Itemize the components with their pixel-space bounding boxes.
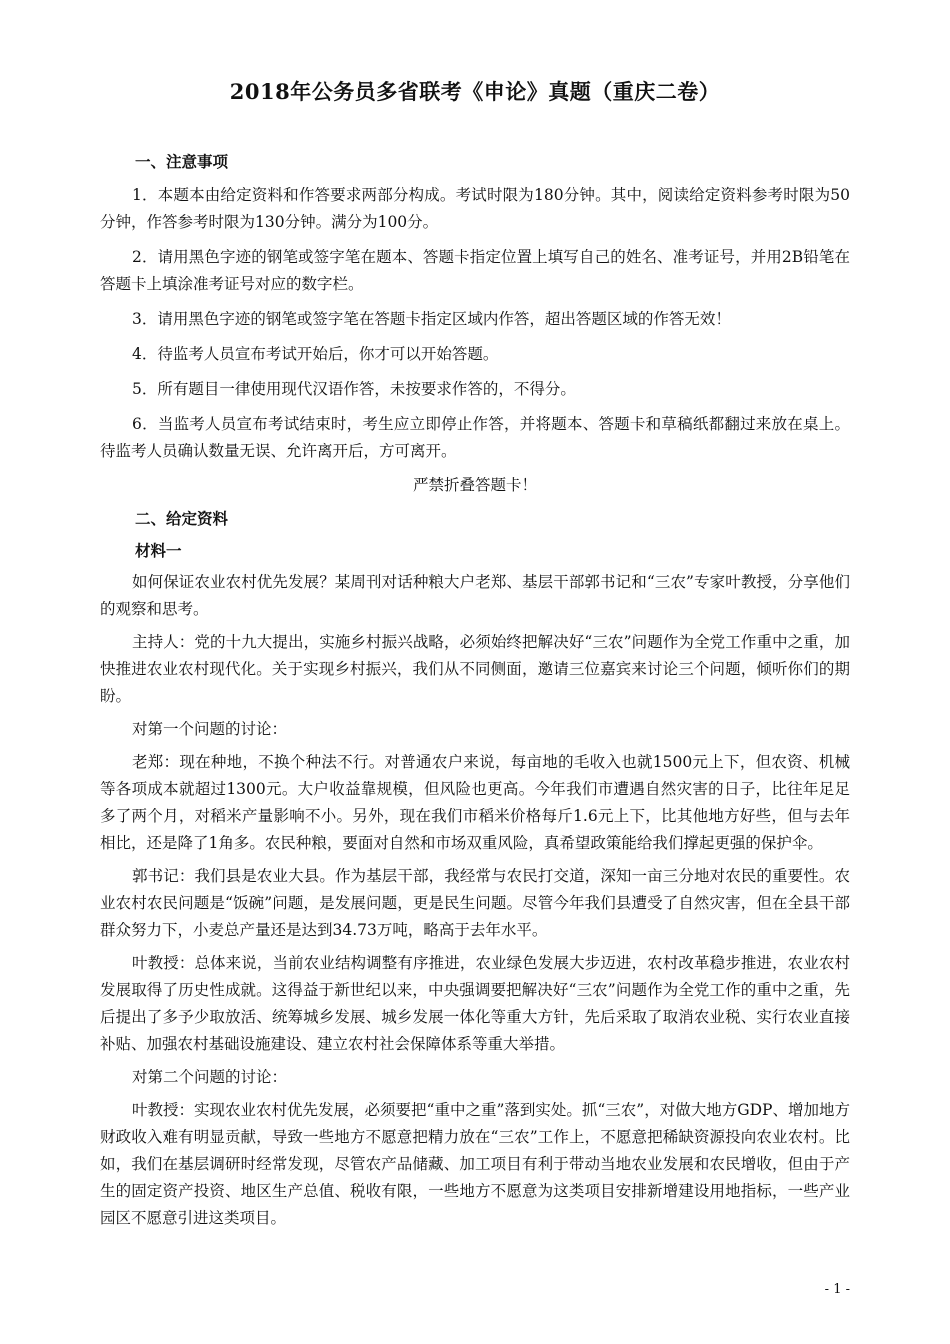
warning-text: 严禁折叠答题卡！ xyxy=(412,476,537,494)
note-item: 2．请用黑色字迹的钢笔或签字笔在题本、答题卡指定位置上填写自己的姓名、准考证号，并用2B铅笔在答题卡上填涂准考证号对应的数字栏。 xyxy=(100,248,850,293)
section-heading-materials: 二、给定资料 xyxy=(135,510,229,528)
material-paragraph: 如何保证农业农村优先发展？某周刊对话种粮大户老郑、基层干部郭书记和“三农”专家叶教授，分享他们的观察和思考。 xyxy=(100,573,850,618)
material-title: 材料一 xyxy=(135,541,182,560)
document-title: 2018年公务员多省联考《申论》真题（重庆二卷） xyxy=(229,79,721,104)
material-paragraph: 主持人：党的十九大提出，实施乡村振兴战略，必须始终把解决好“三农”问题作为全党工作重中之重，加快推进农业农村现代化。关于实现乡村振兴，我们从不同侧面，邀请三位嘉宾来讨论三个问题，倾听你们的期盼。 xyxy=(100,633,850,705)
page-number: - 1 - xyxy=(824,1282,850,1297)
section-heading-notes: 一、注意事项 xyxy=(135,153,229,171)
note-item: 4．待监考人员宣布考试开始后，你才可以开始答题。 xyxy=(132,345,499,363)
note-item: 6．当监考人员宣布考试结束时，考生应立即停止作答，并将题本、答题卡和草稿纸都翻过来放在桌上。待监考人员确认数量无误、允许离开后，方可离开。 xyxy=(100,415,850,460)
material-paragraph: 老郑：现在种地，不换个种法不行。对普通农户来说，每亩地的毛收入也就1500元上下，但农资、机械等各项成本就超过1300元。大户收益靠规模，但风险也更高。今年我们市遭遇自然灾害的日子，比往年足足多了两个月，对稻米产量影响不小。另外，现在我们市稻米价格每斤1.6元上下，比其他地方好些，但与去年相比，还是降了1角多。农民种粮，要面对自然和市场双重风险，真希望政策能给我们撑起更强的保护伞。 xyxy=(100,753,850,852)
note-item: 1．本题本由给定资料和作答要求两部分构成。考试时限为180分钟。其中，阅读给定资料参考时限为50分钟，作答参考时限为130分钟。满分为100分。 xyxy=(100,186,850,231)
material-paragraph: 郭书记：我们县是农业大县。作为基层干部，我经常与农民打交道，深知一亩三分地对农民的重要性。农业农村农民问题是“饭碗”问题，是发展问题，更是民生问题。尽管今年我们县遭受了自然灾害，但在全县干部群众努力下，小麦总产量还是达到34.73万吨，略高于去年水平。 xyxy=(100,867,850,939)
document-body xyxy=(100,150,850,1238)
note-item: 5．所有题目一律使用现代汉语作答，未按要求作答的，不得分。 xyxy=(132,380,576,398)
material-paragraph: 叶教授：总体来说，当前农业结构调整有序推进，农业绿色发展大步迈进，农村改革稳步推进，农业农村发展取得了历史性成就。这得益于新世纪以来，中央强调要把解决好“三农”问题作为全党工作的重中之重，先后提出了多予少取放活、统筹城乡发展、城乡发展一体化等重大方针，先后采取了取消农业税、实行农业直接补贴、加强农村基础设施建设、建立农村社会保障体系等重大举措。 xyxy=(100,954,850,1053)
material-paragraph: 对第二个问题的讨论： xyxy=(132,1068,288,1086)
material-paragraph: 对第一个问题的讨论： xyxy=(132,720,288,738)
material-paragraph: 叶教授：实现农业农村优先发展，必须要把“重中之重”落到实处。抓“三农”，对做大地方GDP、增加地方财政收入难有明显贡献，导致一些地方不愿意把精力放在“三农”工作上，不愿意把稀缺资源投向农业农村。比如，我们在基层调研时经常发现，尽管农产品储藏、加工项目有利于带动当地农业发展和农民增收，但由于产生的固定资产投资、地区生产总值、税收有限，一些地方不愿意为这类项目安排新增建设用地指标，一些产业园区不愿意引进这类项目。 xyxy=(100,1101,850,1227)
note-item: 3．请用黑色字迹的钢笔或签字笔在答题卡指定区域内作答，超出答题区域的作答无效！ xyxy=(132,310,731,328)
